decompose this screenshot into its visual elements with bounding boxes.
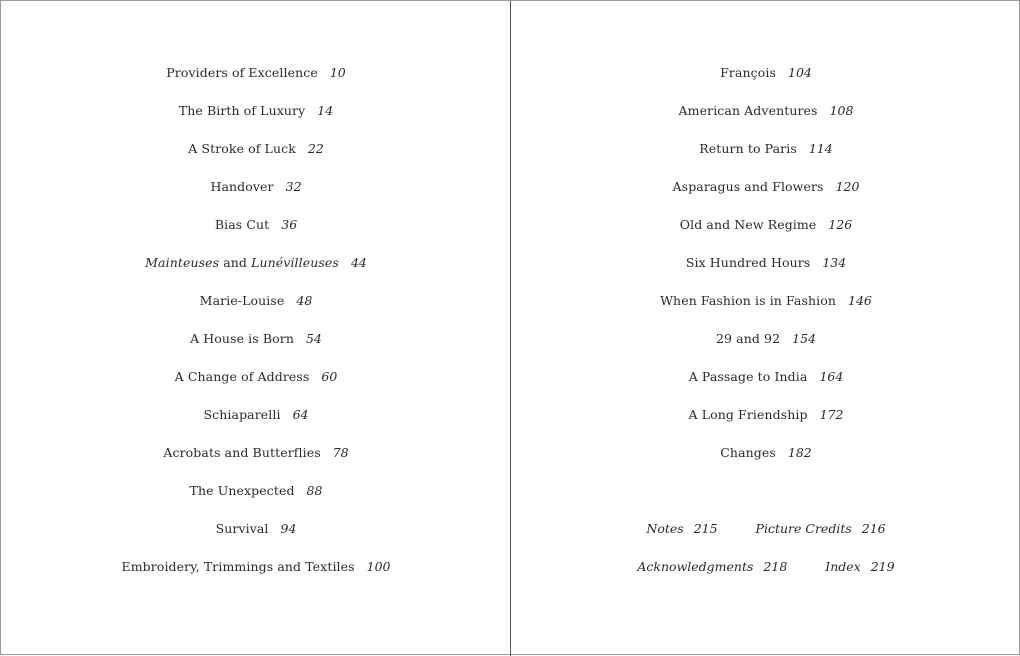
toc-entry xyxy=(512,252,1020,290)
toc-entry-title: Six Hundred Hours xyxy=(685,255,811,270)
toc-entry-page: 32 xyxy=(285,179,302,194)
toc-entry-title: 29 and 92 xyxy=(715,331,781,346)
back-matter-title: Notes xyxy=(646,521,684,536)
toc-entry-title: The Unexpected xyxy=(189,483,295,498)
toc-entry xyxy=(512,290,1020,328)
toc-entry-page: 78 xyxy=(332,445,349,460)
back-matter-page: 215 xyxy=(693,521,718,536)
back-matter-title: Acknowledgments xyxy=(637,559,754,574)
toc-entry-title: A Passage to India xyxy=(688,369,808,384)
toc-entry-page: 60 xyxy=(321,369,338,384)
back-matter-row xyxy=(512,518,1020,556)
toc-entry-title: A Long Friendship xyxy=(688,407,808,422)
toc-entry xyxy=(1,100,511,138)
toc-entry-title: Marie-Louise xyxy=(199,293,285,308)
toc-entry-title: Return to Paris xyxy=(699,141,797,156)
toc-entry xyxy=(512,138,1020,176)
toc-entry-page: 94 xyxy=(280,521,297,536)
toc-entry-title: A Stroke of Luck xyxy=(188,141,296,156)
toc-entry-page: 64 xyxy=(292,407,309,422)
right-page xyxy=(512,1,1020,654)
toc-entry-title-italic: Mainteuses xyxy=(145,255,220,270)
toc-entry-title: François xyxy=(720,65,777,80)
toc-entry-page: 154 xyxy=(792,331,817,346)
toc-entry-page: 100 xyxy=(366,559,391,574)
back-matter-entry xyxy=(637,556,787,578)
toc-entry-page: 22 xyxy=(307,141,324,156)
toc-entry-title xyxy=(145,255,339,270)
toc-entry xyxy=(1,138,511,176)
toc-entry-title: Bias Cut xyxy=(214,217,270,232)
page-gutter xyxy=(510,1,511,656)
back-matter-list xyxy=(512,518,1020,594)
toc-entry-title: When Fashion is in Fashion xyxy=(660,293,837,308)
toc-entry xyxy=(1,442,511,480)
toc-entry xyxy=(1,290,511,328)
toc-entry xyxy=(512,328,1020,366)
right-toc-list xyxy=(512,62,1020,480)
toc-entry-page: 104 xyxy=(788,65,812,80)
toc-entry-page: 164 xyxy=(819,369,844,384)
toc-entry xyxy=(1,252,511,290)
back-matter-entry xyxy=(825,556,894,578)
toc-entry-title: Asparagus and Flowers xyxy=(672,179,824,194)
toc-entry xyxy=(1,518,511,556)
toc-entry xyxy=(512,100,1020,138)
toc-entry-page: 126 xyxy=(828,217,853,232)
toc-entry-title-italic: Lunévilleuses xyxy=(251,255,339,270)
toc-entry-page: 44 xyxy=(350,255,367,270)
toc-entry-page: 134 xyxy=(822,255,847,270)
toc-entry xyxy=(512,404,1020,442)
toc-entry xyxy=(1,176,511,214)
toc-entry-title: American Adventures xyxy=(678,103,818,118)
toc-entry xyxy=(1,214,511,252)
left-page xyxy=(1,1,511,654)
toc-entry xyxy=(1,328,511,366)
back-matter-page: 216 xyxy=(861,521,886,536)
toc-entry-page: 88 xyxy=(306,483,323,498)
back-matter-entry xyxy=(646,518,717,540)
toc-entry-title: Changes xyxy=(720,445,776,460)
toc-entry-page: 182 xyxy=(787,445,812,460)
toc-entry xyxy=(1,62,511,100)
toc-entry xyxy=(512,176,1020,214)
toc-entry-title: Schiaparelli xyxy=(203,407,281,422)
toc-entry xyxy=(512,442,1020,480)
toc-entry xyxy=(1,480,511,518)
toc-entry-title: A Change of Address xyxy=(174,369,310,384)
toc-entry xyxy=(1,366,511,404)
toc-entry-page: 114 xyxy=(808,141,833,156)
toc-entry-title: Providers of Excellence xyxy=(166,65,318,80)
toc-entry-title: Acrobats and Butterflies xyxy=(163,445,321,460)
left-toc-list xyxy=(1,62,511,594)
toc-entry-page: 172 xyxy=(819,407,844,422)
toc-entry-page: 108 xyxy=(829,103,854,118)
back-matter-row xyxy=(512,556,1020,594)
toc-entry-title: The Birth of Luxury xyxy=(178,103,306,118)
toc-entry xyxy=(512,62,1020,100)
toc-entry-page: 48 xyxy=(296,293,313,308)
toc-entry-title: Old and New Regime xyxy=(679,217,817,232)
toc-entry xyxy=(1,404,511,442)
toc-entry-title-connector: and xyxy=(219,255,252,270)
toc-entry-page: 120 xyxy=(835,179,860,194)
toc-entry xyxy=(1,556,511,594)
toc-entry-title: Survival xyxy=(215,521,269,536)
back-matter-page: 219 xyxy=(870,559,895,574)
toc-entry-title: Handover xyxy=(210,179,274,194)
toc-entry-page: 146 xyxy=(848,293,872,308)
toc-entry xyxy=(512,214,1020,252)
toc-entry-page: 36 xyxy=(281,217,298,232)
toc-entry xyxy=(512,366,1020,404)
back-matter-entry xyxy=(756,518,886,540)
back-matter-page: 218 xyxy=(763,559,788,574)
toc-entry-title: A House is Born xyxy=(190,331,294,346)
toc-entry-page: 14 xyxy=(317,103,334,118)
toc-entry-title: Embroidery, Trimmings and Textiles xyxy=(121,559,355,574)
toc-entry-page: 10 xyxy=(329,65,346,80)
back-matter-title: Index xyxy=(825,559,861,574)
back-matter-title: Picture Credits xyxy=(755,521,852,536)
toc-entry-page: 54 xyxy=(305,331,322,346)
